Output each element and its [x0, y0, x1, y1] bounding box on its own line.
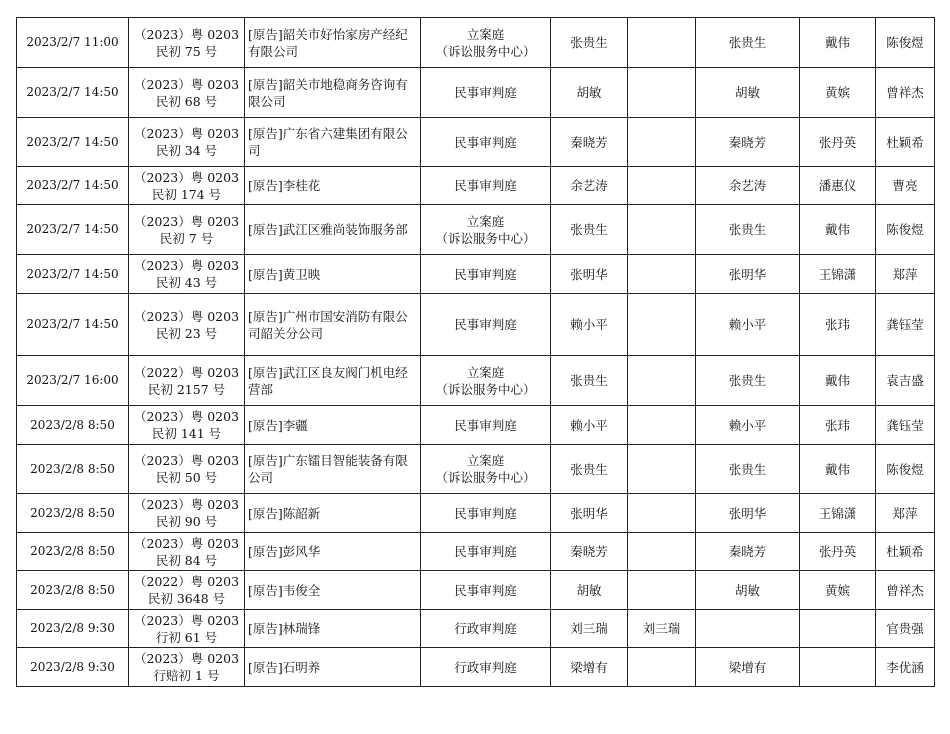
party-cell-text: [原告]武江区雅尚装饰服务部 — [248, 222, 408, 237]
presiding-judge-cell-text: 胡敏 — [734, 85, 760, 100]
judge-cell — [551, 533, 628, 571]
hearing-time-cell-text: 2023/2/8 9:30 — [30, 659, 115, 674]
tribunal-cell — [421, 205, 551, 255]
hearing-time-cell-text: 2023/2/7 14:50 — [26, 178, 119, 192]
party-cell-text: [原告]李疆 — [248, 417, 308, 433]
tribunal-cell — [421, 118, 551, 167]
judge-alt-cell — [628, 255, 696, 294]
judge-cell-text: 赖小平 — [570, 317, 608, 332]
party-cell-text: [原告]韶关市地稳商务咨询有限公司 — [248, 76, 408, 109]
tribunal-cell-text: （诉讼服务中心） — [435, 230, 536, 246]
clerk-cell-text: 郑萍 — [892, 505, 918, 521]
party-cell — [245, 205, 421, 255]
table-row — [17, 18, 935, 68]
tribunal-cell-text: 民事审判庭 — [454, 85, 517, 100]
case-number-cell-text: （2023）粤 0203 — [133, 651, 240, 666]
tribunal-cell-text: 立案庭 — [466, 213, 505, 229]
party-cell-text: [原告]广东省六建集团有限公司 — [248, 126, 408, 158]
case-number-cell — [129, 294, 245, 356]
judge-cell-text: 梁增有 — [570, 659, 608, 675]
clerk-cell-text: 曾祥杰 — [886, 85, 924, 100]
presiding-judge-cell-text: 余艺涛 — [728, 178, 767, 193]
assistant-cell-text: 戴伟 — [824, 373, 850, 388]
presiding-judge-cell — [696, 533, 800, 571]
hearing-time-cell-text: 2023/2/8 8:50 — [30, 582, 115, 597]
presiding-judge-cell — [696, 356, 800, 406]
hearing-time-cell — [17, 294, 129, 356]
clerk-cell — [876, 255, 935, 294]
case-number-cell-text: （2023）粤 0203 — [133, 308, 240, 324]
assistant-cell-text: 戴伟 — [824, 461, 850, 477]
clerk-cell-text: 杜颖希 — [886, 544, 924, 559]
assistant-cell-text: 戴伟 — [824, 222, 850, 237]
party-cell-text: [原告]韶关市好怡家房产经纪有限公司 — [248, 26, 408, 59]
case-number-cell-text: （2023）粤 0203 — [133, 26, 240, 42]
case-number-cell-text: 行赔初 1 号 — [153, 668, 220, 683]
tribunal-cell — [421, 18, 551, 68]
case-number-cell — [129, 494, 245, 533]
case-number-cell-text: 民初 141 号 — [151, 426, 222, 441]
case-number-cell-text: 民初 84 号 — [155, 552, 218, 568]
party-cell — [245, 610, 421, 648]
party-cell-text: [原告]武江区良友阀门机电经营部 — [248, 364, 408, 397]
clerk-cell-text: 郑萍 — [892, 266, 918, 282]
presiding-judge-cell — [696, 571, 800, 610]
judge-cell-text: 张贵生 — [570, 461, 608, 477]
presiding-judge-cell — [696, 294, 800, 356]
hearing-time-cell-text: 2023/2/7 14:50 — [26, 317, 119, 331]
presiding-judge-cell — [696, 205, 800, 255]
party-cell-text: [原告]陈韶新 — [248, 505, 321, 521]
clerk-cell-text: 曾祥杰 — [886, 582, 924, 598]
hearing-time-cell-text: 2023/2/8 8:50 — [30, 505, 115, 520]
clerk-cell — [876, 205, 935, 255]
judge-alt-cell — [628, 118, 696, 167]
party-cell-text: [原告]彭风华 — [248, 544, 321, 559]
case-number-cell-text: （2022）粤 0203 — [133, 574, 240, 589]
case-number-cell-text: 民初 75 号 — [155, 43, 218, 59]
assistant-cell-text: 戴伟 — [824, 35, 850, 50]
clerk-cell — [876, 533, 935, 571]
party-cell — [245, 68, 421, 118]
table-row — [17, 610, 935, 648]
case-number-cell-text: 民初 7 号 — [159, 230, 214, 246]
assistant-cell — [800, 167, 876, 205]
table-body — [17, 18, 935, 687]
clerk-cell — [876, 18, 935, 68]
hearing-time-cell — [17, 648, 129, 687]
tribunal-cell — [421, 167, 551, 205]
tribunal-cell — [421, 533, 551, 571]
table-row — [17, 571, 935, 610]
case-number-cell — [129, 118, 245, 167]
hearing-time-cell — [17, 406, 129, 445]
clerk-cell — [876, 648, 935, 687]
hearing-time-cell — [17, 68, 129, 118]
clerk-cell — [876, 356, 935, 406]
party-cell — [245, 445, 421, 494]
hearing-time-cell — [17, 356, 129, 406]
clerk-cell — [876, 571, 935, 610]
judge-cell — [551, 406, 628, 445]
assistant-cell — [800, 205, 876, 255]
table-row — [17, 294, 935, 356]
case-number-cell — [129, 68, 245, 118]
judge-alt-cell — [628, 68, 696, 118]
tribunal-cell-text: 民事审判庭 — [454, 582, 517, 598]
case-number-cell-text: 民初 2157 号 — [147, 381, 226, 397]
hearing-time-cell-text: 2023/2/7 16:00 — [26, 373, 119, 387]
case-number-cell — [129, 406, 245, 445]
table-row — [17, 533, 935, 571]
hearing-time-cell-text: 2023/2/8 8:50 — [30, 461, 115, 476]
assistant-cell-text: 黄嫔 — [824, 85, 850, 100]
clerk-cell-text: 曹亮 — [892, 178, 918, 193]
presiding-judge-cell — [696, 494, 800, 533]
table-row — [17, 255, 935, 294]
tribunal-cell-text: 立案庭 — [466, 26, 505, 42]
tribunal-cell-text: 行政审判庭 — [454, 621, 517, 636]
case-number-cell — [129, 533, 245, 571]
judge-alt-cell — [628, 648, 696, 687]
assistant-cell-text: 张丹英 — [818, 544, 857, 559]
party-cell — [245, 294, 421, 356]
presiding-judge-cell-text: 胡敏 — [734, 582, 760, 598]
assistant-cell-text: 张玮 — [824, 317, 850, 332]
presiding-judge-cell — [696, 118, 800, 167]
party-cell — [245, 167, 421, 205]
tribunal-cell-text: 民事审判庭 — [454, 544, 517, 559]
judge-alt-cell — [628, 610, 696, 648]
judge-cell-text: 张明华 — [570, 266, 608, 282]
tribunal-cell-text: 民事审判庭 — [454, 266, 517, 282]
hearing-time-cell-text: 2023/2/7 14:50 — [26, 222, 119, 236]
case-number-cell-text: （2023）粤 0203 — [133, 497, 240, 512]
clerk-cell — [876, 294, 935, 356]
judge-cell — [551, 18, 628, 68]
hearing-schedule-table — [16, 17, 935, 687]
judge-cell — [551, 294, 628, 356]
case-number-cell-text: （2023）粤 0203 — [133, 126, 240, 141]
judge-cell-text: 胡敏 — [576, 85, 602, 100]
clerk-cell — [876, 68, 935, 118]
hearing-time-cell-text: 2023/2/7 14:50 — [26, 266, 119, 281]
judge-cell-text: 胡敏 — [576, 582, 602, 598]
presiding-judge-cell — [696, 610, 800, 648]
tribunal-cell-text: （诉讼服务中心） — [435, 43, 536, 59]
tribunal-cell-text: 立案庭 — [466, 364, 505, 380]
case-number-cell-text: 民初 174 号 — [151, 186, 222, 202]
case-number-cell-text: （2023）粤 0203 — [133, 453, 240, 468]
hearing-time-cell — [17, 571, 129, 610]
judge-cell-text: 秦晓芳 — [570, 134, 608, 150]
tribunal-cell-text: （诉讼服务中心） — [435, 470, 536, 485]
hearing-time-cell-text: 2023/2/8 9:30 — [30, 621, 115, 635]
table-row — [17, 167, 935, 205]
tribunal-cell — [421, 610, 551, 648]
case-number-cell — [129, 255, 245, 294]
case-number-cell — [129, 18, 245, 68]
hearing-time-cell — [17, 118, 129, 167]
case-number-cell-text: 民初 90 号 — [155, 514, 218, 529]
case-number-cell-text: （2022）粤 0203 — [133, 364, 240, 380]
presiding-judge-cell — [696, 445, 800, 494]
judge-cell-text: 张贵生 — [570, 222, 608, 237]
case-number-cell-text: 民初 3648 号 — [147, 591, 226, 606]
tribunal-cell — [421, 294, 551, 356]
party-cell-text: [原告]广东镭目智能装备有限公司 — [248, 453, 408, 485]
party-cell-text: [原告]广州市国安消防有限公司韶关分公司 — [248, 308, 408, 341]
hearing-time-cell — [17, 445, 129, 494]
presiding-judge-cell — [696, 167, 800, 205]
judge-alt-cell — [628, 167, 696, 205]
assistant-cell-text: 潘惠仪 — [818, 178, 857, 193]
assistant-cell — [800, 255, 876, 294]
judge-cell-text: 张贵生 — [570, 373, 608, 388]
presiding-judge-cell-text: 张明华 — [728, 505, 767, 521]
tribunal-cell-text: 立案庭 — [466, 453, 505, 468]
presiding-judge-cell-text: 张贵生 — [728, 373, 767, 388]
clerk-cell — [876, 494, 935, 533]
case-number-cell-text: 民初 43 号 — [155, 275, 218, 290]
judge-cell — [551, 648, 628, 687]
hearing-time-cell-text: 2023/2/8 8:50 — [30, 417, 115, 432]
tribunal-cell-text: （诉讼服务中心） — [435, 381, 536, 397]
assistant-cell — [800, 118, 876, 167]
case-number-cell — [129, 648, 245, 687]
assistant-cell — [800, 571, 876, 610]
case-number-cell — [129, 571, 245, 610]
case-number-cell — [129, 205, 245, 255]
presiding-judge-cell — [696, 18, 800, 68]
party-cell — [245, 648, 421, 687]
tribunal-cell-text: 民事审判庭 — [454, 317, 517, 332]
presiding-judge-cell-text: 张贵生 — [728, 35, 767, 50]
clerk-cell — [876, 167, 935, 205]
presiding-judge-cell — [696, 68, 800, 118]
judge-alt-cell — [628, 494, 696, 533]
tribunal-cell-text: 民事审判庭 — [454, 417, 517, 433]
table-row — [17, 118, 935, 167]
judge-cell — [551, 167, 628, 205]
judge-cell — [551, 118, 628, 167]
party-cell — [245, 406, 421, 445]
presiding-judge-cell — [696, 648, 800, 687]
judge-alt-cell — [628, 205, 696, 255]
judge-alt-cell — [628, 18, 696, 68]
judge-cell — [551, 68, 628, 118]
tribunal-cell — [421, 255, 551, 294]
judge-cell-text: 余艺涛 — [570, 178, 608, 193]
clerk-cell-text: 袁吉盛 — [886, 373, 924, 388]
judge-cell — [551, 610, 628, 648]
judge-alt-cell-text: 刘三瑞 — [642, 621, 681, 636]
case-number-cell-text: （2023）粤 0203 — [133, 409, 240, 424]
hearing-time-cell — [17, 494, 129, 533]
clerk-cell-text: 陈俊煜 — [886, 35, 924, 50]
hearing-time-cell — [17, 205, 129, 255]
case-number-cell-text: 民初 68 号 — [155, 93, 218, 109]
assistant-cell — [800, 533, 876, 571]
hearing-time-cell — [17, 167, 129, 205]
table-row — [17, 494, 935, 533]
party-cell-text: [原告]李桂花 — [248, 178, 321, 193]
presiding-judge-cell — [696, 406, 800, 445]
assistant-cell — [800, 445, 876, 494]
judge-alt-cell — [628, 445, 696, 494]
tribunal-cell — [421, 571, 551, 610]
tribunal-cell — [421, 356, 551, 406]
judge-cell-text: 张贵生 — [570, 35, 608, 50]
table-row — [17, 445, 935, 494]
hearing-time-cell — [17, 533, 129, 571]
hearing-time-cell — [17, 18, 129, 68]
clerk-cell-text: 陈俊煜 — [886, 222, 924, 237]
judge-alt-cell — [628, 406, 696, 445]
judge-alt-cell — [628, 571, 696, 610]
hearing-time-cell-text: 2023/2/7 14:50 — [26, 134, 119, 149]
clerk-cell-text: 龚钰莹 — [886, 417, 924, 433]
hearing-time-cell — [17, 610, 129, 648]
case-number-cell-text: （2023）粤 0203 — [133, 258, 240, 273]
party-cell — [245, 18, 421, 68]
assistant-cell — [800, 406, 876, 445]
party-cell — [245, 571, 421, 610]
clerk-cell-text: 官贵强 — [886, 621, 924, 636]
table-row — [17, 205, 935, 255]
judge-alt-cell — [628, 294, 696, 356]
judge-cell — [551, 571, 628, 610]
clerk-cell-text: 李优涵 — [886, 659, 924, 675]
clerk-cell — [876, 445, 935, 494]
judge-cell-text: 刘三瑞 — [570, 621, 608, 636]
hearing-time-cell-text: 2023/2/7 11:00 — [26, 35, 119, 49]
clerk-cell-text: 杜颖希 — [886, 134, 924, 150]
tribunal-cell — [421, 445, 551, 494]
assistant-cell — [800, 494, 876, 533]
judge-cell — [551, 445, 628, 494]
case-number-cell-text: （2023）粤 0203 — [133, 535, 240, 551]
presiding-judge-cell-text: 赖小平 — [728, 317, 767, 332]
presiding-judge-cell-text: 秦晓芳 — [728, 134, 767, 150]
presiding-judge-cell-text: 秦晓芳 — [728, 544, 767, 559]
assistant-cell — [800, 68, 876, 118]
presiding-judge-cell-text: 张贵生 — [728, 222, 767, 237]
assistant-cell — [800, 294, 876, 356]
hearing-time-cell-text: 2023/2/8 8:50 — [30, 544, 115, 558]
party-cell-text: [原告]黄卫映 — [248, 266, 321, 282]
clerk-cell-text: 陈俊煜 — [886, 461, 924, 477]
case-number-cell-text: 行初 61 号 — [155, 629, 218, 645]
party-cell-text: [原告]韦俊全 — [248, 582, 321, 598]
tribunal-cell-text: 民事审判庭 — [454, 178, 517, 193]
table-row — [17, 68, 935, 118]
judge-alt-cell — [628, 533, 696, 571]
case-number-cell-text: （2023）粤 0203 — [133, 213, 240, 229]
party-cell-text: [原告]林瑞锋 — [248, 621, 321, 636]
case-number-cell — [129, 167, 245, 205]
clerk-cell-text: 龚钰莹 — [886, 317, 924, 332]
case-number-cell — [129, 356, 245, 406]
judge-alt-cell — [628, 356, 696, 406]
judge-cell — [551, 356, 628, 406]
party-cell — [245, 356, 421, 406]
assistant-cell-text: 黄嫔 — [824, 582, 850, 598]
table-row — [17, 356, 935, 406]
tribunal-cell — [421, 406, 551, 445]
judge-cell — [551, 255, 628, 294]
assistant-cell — [800, 648, 876, 687]
table-row — [17, 406, 935, 445]
case-number-cell — [129, 445, 245, 494]
tribunal-cell-text: 民事审判庭 — [454, 134, 517, 150]
assistant-cell — [800, 18, 876, 68]
assistant-cell — [800, 356, 876, 406]
party-cell — [245, 494, 421, 533]
case-number-cell — [129, 610, 245, 648]
case-number-cell-text: 民初 50 号 — [155, 470, 218, 485]
presiding-judge-cell-text: 梁增有 — [728, 659, 767, 675]
judge-cell — [551, 494, 628, 533]
judge-cell-text: 秦晓芳 — [570, 544, 608, 559]
clerk-cell — [876, 118, 935, 167]
presiding-judge-cell-text: 张贵生 — [728, 461, 767, 477]
assistant-cell-text: 王锦潇 — [818, 505, 857, 521]
case-number-cell-text: （2023）粤 0203 — [133, 76, 240, 92]
hearing-time-cell — [17, 255, 129, 294]
case-number-cell-text: 民初 23 号 — [155, 325, 218, 341]
table-row — [17, 648, 935, 687]
hearing-time-cell-text: 2023/2/7 14:50 — [26, 85, 119, 99]
presiding-judge-cell — [696, 255, 800, 294]
judge-cell — [551, 205, 628, 255]
tribunal-cell — [421, 68, 551, 118]
party-cell-text: [原告]石明养 — [248, 659, 321, 675]
assistant-cell-text: 张丹英 — [818, 134, 857, 150]
clerk-cell — [876, 406, 935, 445]
tribunal-cell-text: 民事审判庭 — [454, 505, 517, 521]
tribunal-cell — [421, 494, 551, 533]
tribunal-cell — [421, 648, 551, 687]
assistant-cell-text: 王锦潇 — [818, 266, 857, 282]
party-cell — [245, 533, 421, 571]
presiding-judge-cell-text: 赖小平 — [728, 417, 767, 433]
party-cell — [245, 255, 421, 294]
case-number-cell-text: 民初 34 号 — [155, 143, 218, 158]
assistant-cell-text: 张玮 — [824, 417, 850, 433]
assistant-cell — [800, 610, 876, 648]
tribunal-cell-text: 行政审判庭 — [454, 659, 517, 675]
party-cell — [245, 118, 421, 167]
clerk-cell — [876, 610, 935, 648]
case-number-cell-text: （2023）粤 0203 — [133, 612, 240, 628]
judge-cell-text: 张明华 — [570, 505, 608, 521]
case-number-cell-text: （2023）粤 0203 — [133, 169, 240, 185]
presiding-judge-cell-text: 张明华 — [728, 266, 767, 282]
judge-cell-text: 赖小平 — [570, 417, 608, 433]
